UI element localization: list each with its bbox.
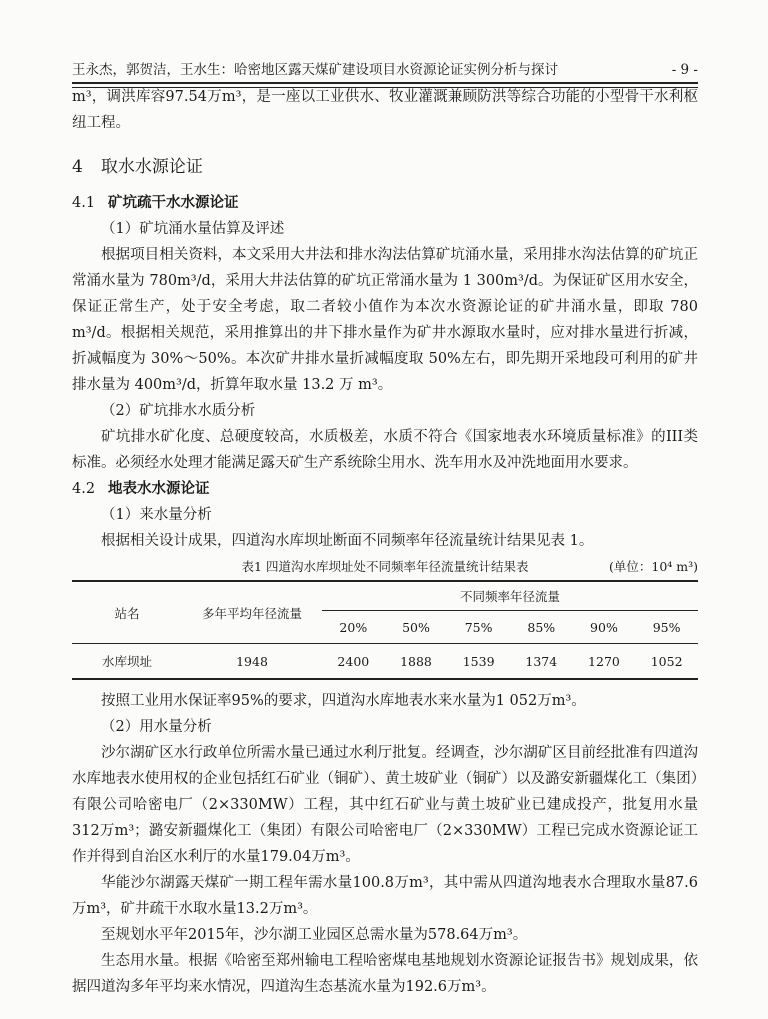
- paragraph: 生态用水量。根据《哈密至郑州输电工程哈密煤电基地规划水资源论证报告书》规划成果，依据四道沟多年平均来水情况，四道沟生态基流水量为192.6万m³。: [72, 953, 698, 995]
- cell-value: 1888: [385, 644, 448, 680]
- header-freq: 50%: [385, 611, 448, 644]
- subsection-number: 4.1: [72, 195, 96, 211]
- table-unit: (单位：10⁴ m³): [608, 559, 698, 574]
- subsection-heading-4-2: [72, 476, 698, 502]
- subsection-number: 4.2: [72, 481, 96, 497]
- running-title: 王永杰，郭贺洁，王水生：哈密地区露天煤矿建设项目水资源论证实例分析与探讨: [72, 62, 558, 78]
- item-heading: （2）矿坑排水水质分析: [101, 403, 256, 419]
- runoff-table: [72, 580, 698, 680]
- paragraph: 华能沙尔湖露天煤矿一期工程年需水量100.8万m³，其中需从四道沟地表水合理取水量87.6万m³，矿井疏干水取水量13.2万m³。: [72, 875, 698, 917]
- paragraph: 根据项目相关资料，本文采用大井法和排水沟法估算矿坑涌水量，采用排水沟法估算的矿坑正常涌水量为 780m³/d，采用大井法估算的矿坑正常涌水量为 1 300m³/d。为保证矿区用水安全，保证正常生产，处于安全考虑，取二者较小值作为本次水资源论证的矿井涌水量，即取 780 m³/d。根据相关规范，采用推算出的井下排水量作为矿井水源取水量时，应对排水量进行折减，折减幅度为 30%～50%。本次矿井排水量折减幅度取 50%左右，即先期开采地段可利用的矿井排水量为 400m³/d，折算年取水量 13.2 万 m³。: [72, 247, 698, 393]
- item-heading: （1）来水量分析: [101, 507, 212, 523]
- paragraph: 按照工业用水保证率95%的要求，四道沟水库地表水来水量为1 052万m³。: [101, 693, 586, 709]
- section-number: 4: [72, 157, 83, 177]
- cell-value: 1052: [635, 644, 698, 680]
- paragraph: 至规划水平年2015年，沙尔湖工业园区总需水量为578.64万m³。: [101, 927, 528, 943]
- cell-value: 1539: [447, 644, 510, 680]
- header-mean: 多年平均年径流量: [201, 605, 302, 621]
- header-station: 站名: [114, 605, 140, 621]
- cell-value: 2400: [322, 644, 385, 680]
- paragraph: 沙尔湖矿区水行政单位所需水量已通过水利厅批复。经调查，沙尔湖矿区目前经批准有四道沟水库地表水使用权的企业包括红石矿业（铜矿）、黄土坡矿业（铜矿）以及潞安新疆煤化工（集团）有限公司哈密电厂（2×330MW）工程，其中红石矿业与黄土坡矿业已建成投产，批复用水量312万m³；潞安新疆煤化工（集团）有限公司哈密电厂（2×330MW）工程已完成水资源论证工作并得到自治区水利厅的水量179.04万m³。: [72, 745, 698, 865]
- paragraph: 根据相关设计成果，四道沟水库坝址断面不同频率年径流量统计结果见表 1。: [101, 533, 594, 549]
- item-heading: （2）用水量分析: [101, 719, 212, 735]
- subsection-heading-4-1: [72, 190, 698, 216]
- item-heading: （1）矿坑涌水量估算及评述: [101, 221, 285, 237]
- header-freq: 85%: [510, 611, 573, 644]
- cell-value: 1270: [573, 644, 636, 680]
- header-freq: 20%: [322, 611, 385, 644]
- paragraph: m³，调洪库容97.54万m³，是一座以工业供水、牧业灌溉兼顾防洪等综合功能的小型骨干水利枢纽工程。: [72, 89, 698, 131]
- table-caption-text: 表1 四道沟水库坝址处不同频率年径流量统计结果表: [241, 559, 529, 574]
- page-number: - 9 -: [671, 62, 698, 78]
- table-caption: [72, 556, 698, 578]
- section-title: 取水水源论证: [100, 157, 203, 177]
- cell-station: 水库坝址: [72, 644, 182, 680]
- cell-mean: 1948: [182, 644, 322, 680]
- header-frequency-group: 不同频率年径流量: [322, 582, 698, 611]
- paragraph: 矿坑排水矿化度、总硬度较高，水质极差，水质不符合《国家地表水环境质量标准》的III类标准。必须经水处理才能满足露天矿生产系统除尘用水、洗车用水及冲洗地面用水要求。: [72, 429, 698, 471]
- cell-value: 1374: [510, 644, 573, 680]
- header-freq: 75%: [447, 611, 510, 644]
- table-row: [72, 644, 698, 680]
- header-freq: 90%: [573, 611, 636, 644]
- section-heading-4: [72, 154, 698, 180]
- running-header: [72, 58, 698, 84]
- subsection-title: 矿坑疏干水水源论证: [108, 194, 239, 211]
- page-body: [72, 84, 698, 1000]
- header-freq: 95%: [635, 611, 698, 644]
- subsection-title: 地表水水源论证: [108, 480, 210, 497]
